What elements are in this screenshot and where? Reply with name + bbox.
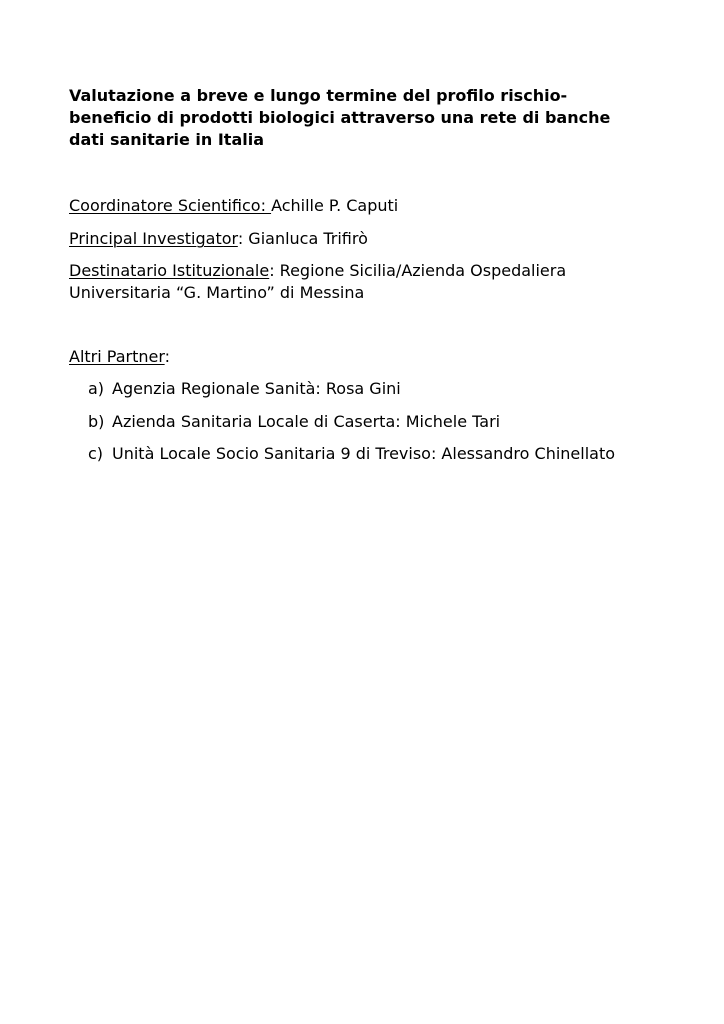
principal-investigator-separator: :	[237, 229, 244, 248]
institutional-recipient-line-continued	[69, 282, 364, 304]
institutional-recipient-label: Destinatario Istituzionale	[69, 261, 270, 280]
other-partners-heading	[69, 346, 170, 368]
partner-list-item	[88, 411, 500, 433]
principal-investigator-line	[69, 228, 368, 250]
partner-list-item	[88, 378, 401, 400]
partner-list-item	[88, 443, 615, 465]
partner-text: Unità Locale Socio Sanitaria 9 di Treviso: Alessandro Chinellato	[112, 444, 616, 463]
principal-investigator-label: Principal Investigator	[69, 229, 238, 248]
partner-text: Azienda Sanitaria Locale di Caserta: Michele Tari	[112, 412, 501, 431]
institutional-recipient-line	[69, 260, 566, 282]
coordinator-label: Coordinatore Scientifico:	[69, 196, 272, 215]
other-partners-separator: :	[164, 347, 171, 366]
institutional-recipient-value-continued: Universitaria “G. Martino” di Messina	[69, 283, 365, 302]
institutional-recipient-value: Regione Sicilia/Azienda Ospedaliera	[274, 261, 567, 280]
coordinator-value: Achille P. Caputi	[271, 196, 399, 215]
principal-investigator-value: Gianluca Trifirò	[243, 229, 368, 248]
list-marker: c)	[88, 444, 104, 463]
title-line: Valutazione a breve e lungo termine del profilo rischio-	[69, 86, 568, 105]
institutional-recipient-separator: :	[269, 261, 275, 280]
title-line: beneficio di prodotti biologici attraverso una rete di banche	[69, 108, 611, 127]
coordinator-line	[69, 195, 398, 217]
title-line: dati sanitarie in Italia	[69, 130, 264, 149]
list-marker: a)	[88, 379, 105, 398]
other-partners-label: Altri Partner	[69, 347, 165, 366]
list-marker: b)	[88, 412, 105, 431]
partner-text: Agenzia Regionale Sanità: Rosa Gini	[112, 379, 401, 398]
document-title	[69, 85, 659, 151]
